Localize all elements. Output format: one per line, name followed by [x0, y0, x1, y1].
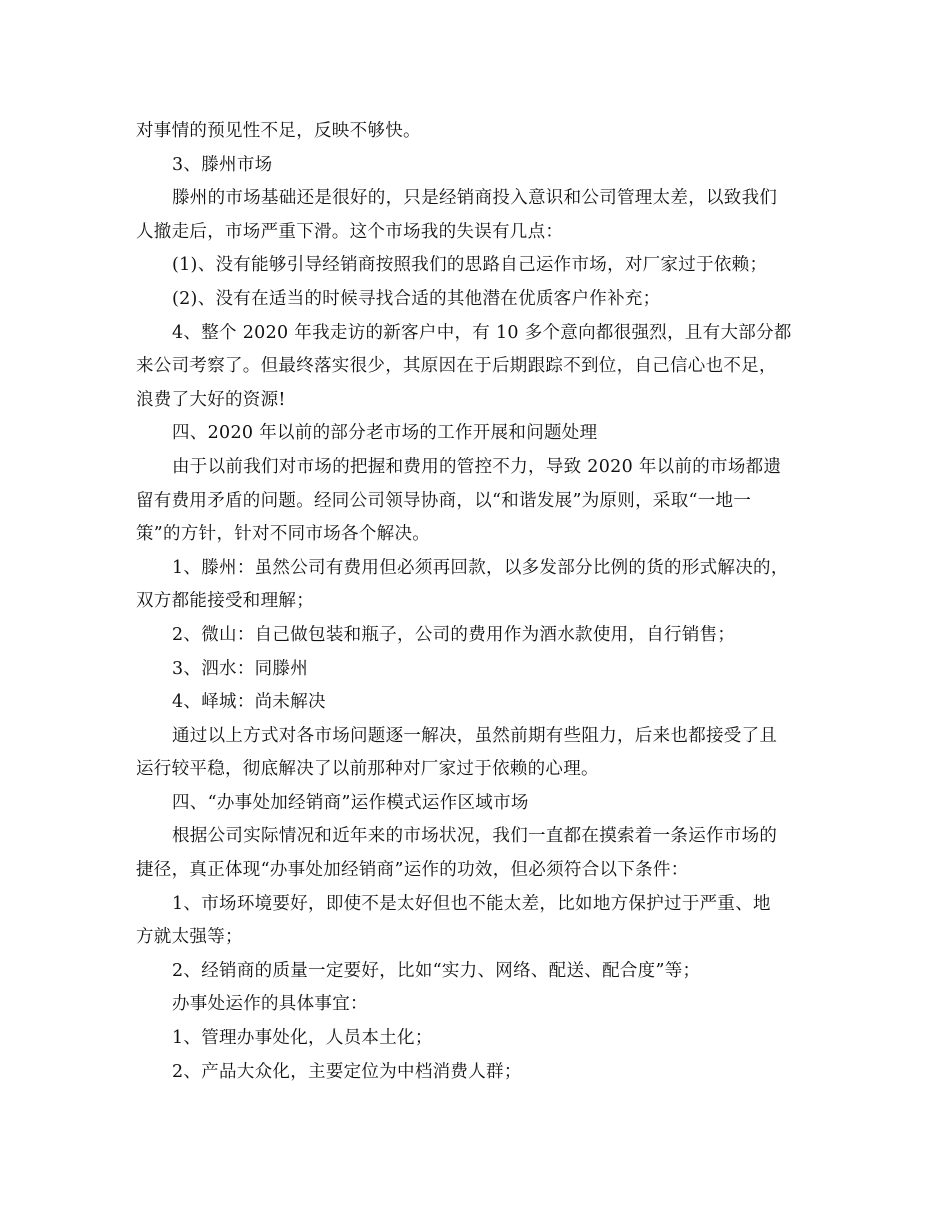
text-line: 3、泗水：同滕州 — [172, 658, 309, 679]
text-line: 运行较平稳，彻底解决了以前那种对厂家过于依赖的心理。 — [136, 759, 599, 780]
text-line: 双方都能接受和理解； — [136, 591, 314, 612]
text-line: 2、产品大众化，主要定位为中档消费人群； — [172, 1061, 522, 1082]
text-line: 4、整个 2020 年我走访的新客户中，有 10 多个意向都很强烈，且有大部分都 — [172, 322, 792, 343]
section-heading: 四、“办事处加经销商”运作模式运作区域市场 — [172, 792, 529, 813]
text-line: 3、滕州市场 — [172, 154, 273, 175]
text-line: 2、经销商的质量一定要好，比如“实力、网络、配送、配合度”等； — [172, 960, 701, 981]
text-line: 浪费了大好的资源! — [136, 389, 286, 410]
text-line: (2)、没有在适当的时候寻找合适的其他潜在优质客户作补充； — [172, 288, 661, 309]
text-line: 4、峄城：尚未解决 — [172, 692, 326, 713]
text-line: 1、市场环境要好，即使不是太好但也不能太差，比如地方保护过于严重、地 — [172, 893, 771, 914]
text-line: 1、滕州：虽然公司有费用但必须再回款，以多发部分比例的货的形式解决的， — [172, 557, 789, 578]
text-line: 由于以前我们对市场的把握和费用的管控不力，导致 2020 年以前的市场都遗 — [172, 456, 782, 477]
text-line: 办事处运作的具体事宜： — [172, 994, 368, 1015]
text-line: 2、微山：自己做包装和瓶子，公司的费用作为酒水款使用，自行销售； — [172, 624, 736, 645]
text-line: 来公司考察了。但最终落实很少，其原因在于后期跟踪不到位，自己信心也不足， — [136, 356, 777, 377]
text-line: (1)、没有能够引导经销商按照我们的思路自己运作市场，对厂家过于依赖； — [172, 255, 768, 276]
section-heading: 四、2020 年以前的部分老市场的工作开展和问题处理 — [172, 423, 598, 444]
text-line: 根据公司实际情况和近年来的市场状况，我们一直都在摸索着一条运作市场的 — [172, 826, 778, 847]
text-line: 人撤走后，市场严重下滑。这个市场我的失误有几点： — [136, 221, 564, 242]
text-line: 通过以上方式对各市场问题逐一解决，虽然前期有些阻力，后来也都接受了且 — [172, 725, 778, 746]
text-line: 对事情的预见性不足，反映不够快。 — [136, 121, 421, 141]
text-line: 1、管理办事处化，人员本土化； — [172, 1028, 433, 1049]
document-body — [136, 115, 826, 1089]
text-line: 滕州的市场基础还是很好的，只是经销商投入意识和公司管理太差，以致我们 — [172, 188, 778, 209]
text-line: 捷径，真正体现“办事处加经销商”运作的功效，但必须符合以下条件： — [136, 860, 689, 881]
text-line: 方就太强等； — [136, 927, 243, 948]
text-line: 策”的方针，针对不同市场各个解决。 — [136, 524, 431, 545]
text-line: 留有费用矛盾的问题。经同公司领导协商，以“和谐发展”为原则，采取“一地一 — [136, 490, 752, 511]
